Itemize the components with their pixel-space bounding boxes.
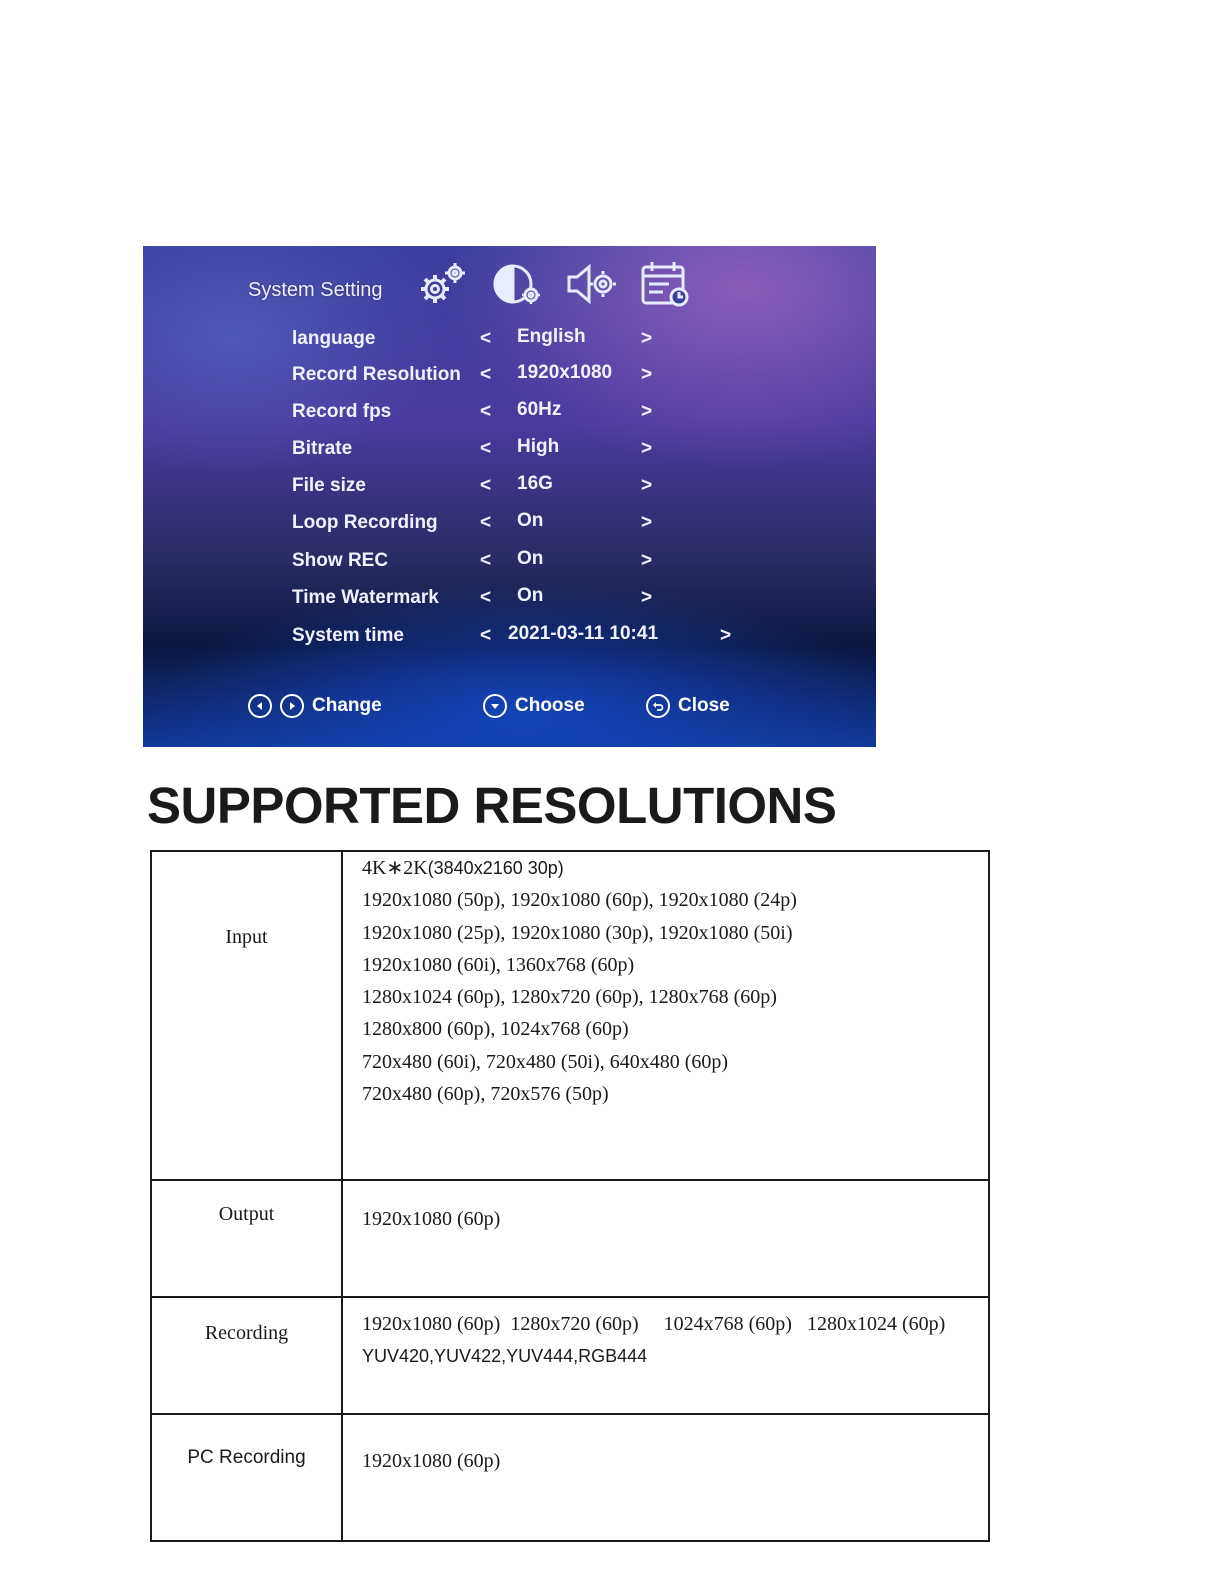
setting-value: English bbox=[517, 326, 586, 347]
calendar-time-icon[interactable] bbox=[637, 259, 693, 309]
left-arrow-icon[interactable]: < bbox=[480, 401, 492, 422]
right-arrow-icon[interactable]: > bbox=[641, 364, 653, 385]
input-resolutions-cell bbox=[342, 851, 989, 1180]
output-resolution-cell bbox=[342, 1180, 989, 1297]
setting-row-loop-recording[interactable] bbox=[143, 508, 876, 538]
input-4k-detail: (3840x2160 30p) bbox=[427, 858, 564, 878]
setting-value: High bbox=[517, 436, 560, 457]
setting-label: Show REC bbox=[292, 550, 389, 571]
table-row-input bbox=[151, 851, 989, 1180]
recording-formats-line: YUV420,YUV422,YUV444,RGB444 bbox=[362, 1346, 648, 1367]
pc-recording-resolution-cell bbox=[342, 1414, 989, 1541]
left-arrow-icon[interactable]: < bbox=[480, 364, 492, 385]
input-4k-prefix: 4K∗2K bbox=[362, 857, 428, 879]
setting-label: Bitrate bbox=[292, 438, 353, 459]
change-hint[interactable] bbox=[248, 688, 382, 724]
back-button-icon bbox=[646, 694, 670, 718]
down-button-icon bbox=[483, 694, 507, 718]
setting-label: language bbox=[292, 328, 376, 349]
setting-row-record-resolution[interactable] bbox=[143, 360, 876, 390]
setting-label: Record fps bbox=[292, 401, 392, 422]
left-arrow-icon[interactable]: < bbox=[480, 587, 492, 608]
setting-value: 60Hz bbox=[517, 399, 562, 420]
input-line: 1280x1024 (60p), 1280x720 (60p), 1280x768 (60p) bbox=[362, 986, 777, 1009]
table-row-recording bbox=[151, 1297, 989, 1414]
row-header-recording: Recording bbox=[151, 1297, 342, 1414]
close-hint[interactable] bbox=[646, 688, 730, 724]
osd-system-setting-screen bbox=[143, 246, 876, 747]
table-row-output bbox=[151, 1180, 989, 1297]
table-row-pc-recording bbox=[151, 1414, 989, 1541]
setting-row-system-time[interactable] bbox=[143, 621, 876, 651]
row-header-output: Output bbox=[151, 1180, 342, 1297]
left-arrow-icon[interactable]: < bbox=[480, 550, 492, 571]
setting-row-bitrate[interactable] bbox=[143, 434, 876, 464]
pc-recording-line: 1920x1080 (60p) bbox=[362, 1450, 501, 1472]
osd-footer bbox=[143, 688, 876, 724]
supported-resolutions-heading: SUPPORTED RESOLUTIONS bbox=[147, 777, 837, 834]
setting-label: File size bbox=[292, 475, 366, 496]
left-arrow-icon[interactable]: < bbox=[480, 438, 492, 459]
right-arrow-icon[interactable]: > bbox=[641, 401, 653, 422]
setting-row-show-rec[interactable] bbox=[143, 546, 876, 576]
input-line: 1280x800 (60p), 1024x768 (60p) bbox=[362, 1018, 629, 1041]
resolutions-table bbox=[150, 850, 990, 1542]
setting-row-record-fps[interactable] bbox=[143, 397, 876, 427]
left-button-icon bbox=[248, 694, 272, 718]
setting-value: 1920x1080 bbox=[517, 362, 613, 383]
setting-value: On bbox=[517, 510, 544, 531]
right-arrow-icon[interactable]: > bbox=[720, 625, 732, 646]
right-arrow-icon[interactable]: > bbox=[641, 550, 653, 571]
setting-value: On bbox=[517, 585, 544, 606]
osd-title: System Setting bbox=[248, 279, 383, 301]
input-line: 1920x1080 (50p), 1920x1080 (60p), 1920x1080 (24p) bbox=[362, 889, 797, 912]
setting-value: 2021-03-11 10:41 bbox=[508, 623, 659, 644]
right-arrow-icon[interactable]: > bbox=[641, 475, 653, 496]
input-line: 720x480 (60p), 720x576 (50p) bbox=[362, 1083, 609, 1106]
setting-label: Record Resolution bbox=[292, 364, 461, 385]
setting-row-language[interactable] bbox=[143, 324, 876, 354]
row-header-input: Input bbox=[151, 851, 342, 1180]
display-settings-icon[interactable] bbox=[489, 259, 545, 309]
input-line: 1920x1080 (25p), 1920x1080 (30p), 1920x1080 (50i) bbox=[362, 921, 793, 944]
output-line: 1920x1080 (60p) bbox=[362, 1208, 501, 1230]
input-line bbox=[362, 852, 988, 884]
right-arrow-icon[interactable]: > bbox=[641, 512, 653, 533]
left-arrow-icon[interactable]: < bbox=[480, 512, 492, 533]
setting-row-time-watermark[interactable] bbox=[143, 583, 876, 613]
setting-row-file-size[interactable] bbox=[143, 471, 876, 501]
left-arrow-icon[interactable]: < bbox=[480, 625, 492, 646]
choose-hint[interactable] bbox=[483, 688, 585, 724]
row-header-pc-recording: PC Recording bbox=[151, 1414, 342, 1541]
right-arrow-icon[interactable]: > bbox=[641, 438, 653, 459]
choose-label: Choose bbox=[515, 695, 585, 716]
change-label: Change bbox=[312, 695, 382, 716]
right-arrow-icon[interactable]: > bbox=[641, 587, 653, 608]
left-arrow-icon[interactable]: < bbox=[480, 328, 492, 349]
audio-settings-icon[interactable] bbox=[563, 259, 619, 309]
osd-tab-icons bbox=[415, 258, 693, 310]
setting-value: 16G bbox=[517, 473, 553, 494]
recording-resolutions-cell bbox=[342, 1297, 989, 1414]
input-line: 1920x1080 (60i), 1360x768 (60p) bbox=[362, 953, 635, 976]
setting-label: System time bbox=[292, 625, 404, 646]
input-line: 720x480 (60i), 720x480 (50i), 640x480 (60p) bbox=[362, 1050, 729, 1073]
close-label: Close bbox=[678, 695, 730, 716]
setting-value: On bbox=[517, 548, 544, 569]
left-arrow-icon[interactable]: < bbox=[480, 475, 492, 496]
recording-line: 1920x1080 (60p) 1280x720 (60p) 1024x768 (60p) 1280x1024 (60p) bbox=[362, 1313, 946, 1335]
setting-label: Loop Recording bbox=[292, 512, 438, 533]
right-button-icon bbox=[280, 694, 304, 718]
setting-label: Time Watermark bbox=[292, 587, 439, 608]
right-arrow-icon[interactable]: > bbox=[641, 328, 653, 349]
settings-gears-icon[interactable] bbox=[415, 259, 471, 309]
